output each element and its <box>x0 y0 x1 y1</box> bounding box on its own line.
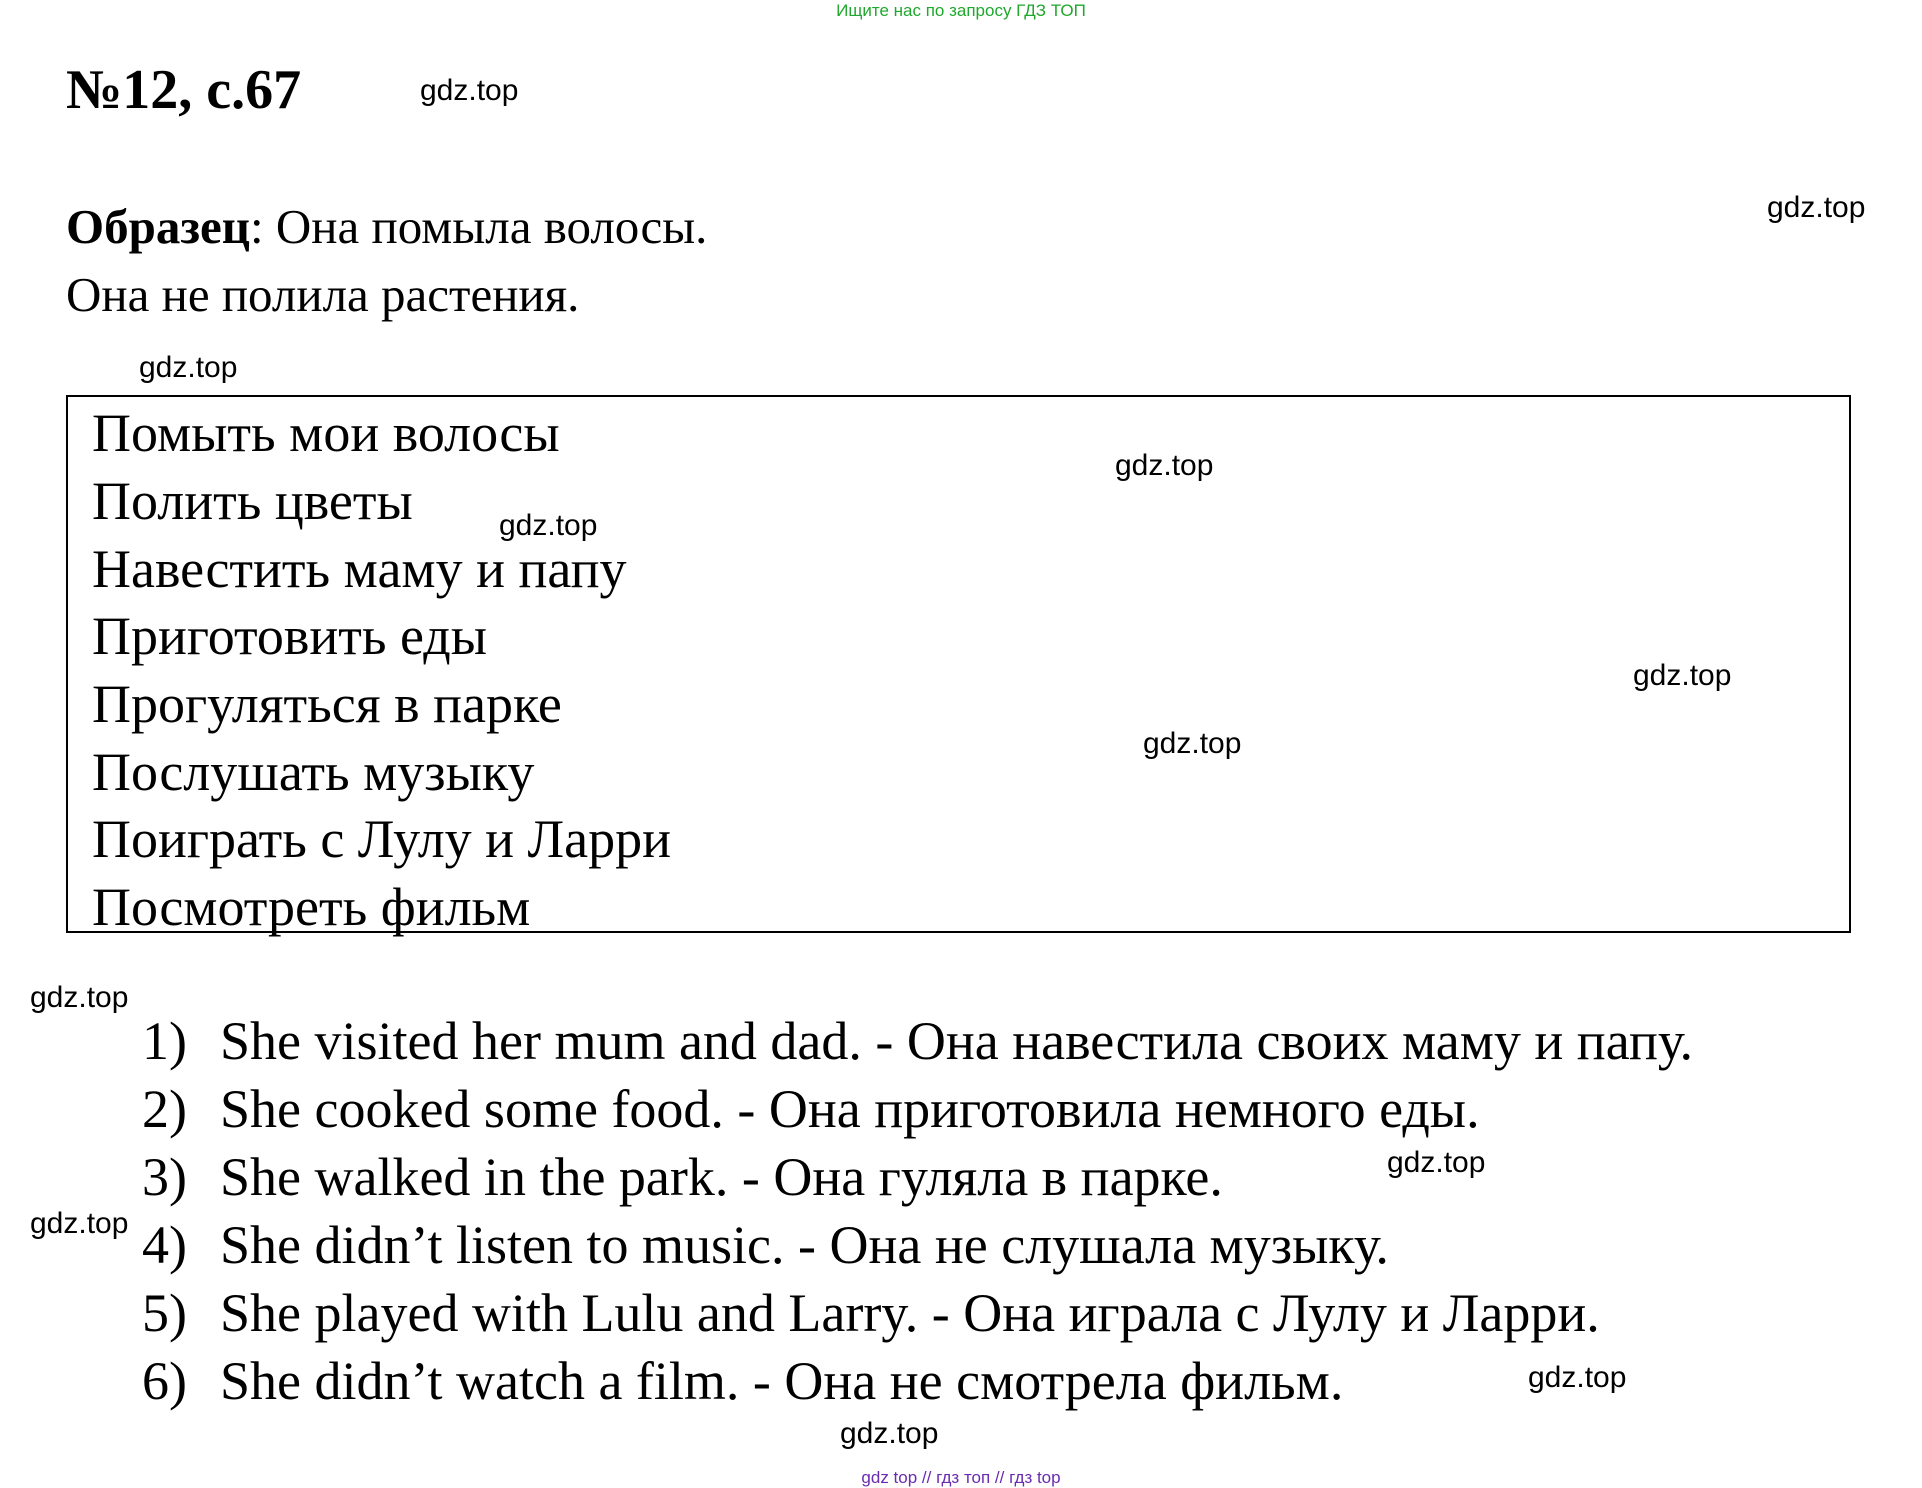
sample-text: : Она помыла волосы. <box>250 199 708 254</box>
watermark: gdz.top <box>30 1207 129 1240</box>
answer-item <box>142 1350 1343 1412</box>
answer-item <box>142 1078 1480 1140</box>
watermark: gdz.top <box>1143 727 1242 760</box>
top-banner: Ищите нас по запросу ГДЗ ТОП <box>836 1 1086 20</box>
answer-number: 4) <box>142 1215 187 1275</box>
watermark: gdz.top <box>1115 449 1214 482</box>
watermark: gdz.top <box>1528 1361 1627 1394</box>
watermark: gdz.top <box>1387 1146 1486 1179</box>
answer-text: She played with Lulu and Larry. - Она играла с Лулу и Ларри. <box>220 1283 1600 1343</box>
answer-number: 3) <box>142 1147 187 1207</box>
answer-text: She cooked some food. - Она приготовила немного еды. <box>220 1079 1480 1139</box>
task-item: Помыть мои волосы <box>92 403 560 463</box>
task-item: Навестить маму и папу <box>92 539 627 599</box>
sample-label: Образец <box>66 199 251 254</box>
watermark: gdz.top <box>1767 191 1866 224</box>
task-item: Поиграть с Лулу и Ларри <box>92 809 672 869</box>
answer-number: 5) <box>142 1283 187 1343</box>
answer-item <box>142 1282 1600 1344</box>
task-item: Приготовить еды <box>92 606 488 666</box>
answer-item <box>142 1146 1223 1208</box>
answer-number: 1) <box>142 1011 187 1071</box>
task-box <box>66 395 1851 937</box>
page-title: №12, с.67 <box>66 59 302 121</box>
watermark: gdz.top <box>420 74 519 107</box>
answer-number: 2) <box>142 1079 187 1139</box>
watermark: gdz.top <box>840 1417 939 1450</box>
watermark: gdz.top <box>499 509 598 542</box>
sample-line-1 <box>66 198 707 255</box>
answer-text: She didn’t listen to music. - Она не слушала музыку. <box>220 1215 1389 1275</box>
answer-item <box>142 1214 1389 1276</box>
task-item: Посмотреть фильм <box>92 877 531 937</box>
answer-text: She didn’t watch a film. - Она не смотрела фильм. <box>220 1351 1344 1411</box>
task-item: Прогуляться в парке <box>92 674 562 734</box>
task-item: Послушать музыку <box>92 742 535 802</box>
answer-text: She walked in the park. - Она гуляла в парке. <box>220 1147 1223 1207</box>
watermark: gdz.top <box>139 351 238 384</box>
answer-number: 6) <box>142 1351 187 1411</box>
task-item: Полить цветы <box>92 471 413 531</box>
answer-text: She visited her mum and dad. - Она навестила своих маму и папу. <box>220 1011 1693 1071</box>
watermark: gdz.top <box>30 981 129 1014</box>
answer-item <box>142 1010 1693 1072</box>
footer-links: gdz top // гдз топ // гдз top <box>861 1468 1061 1487</box>
sample-line-2: Она не полила растения. <box>66 267 580 322</box>
watermark: gdz.top <box>1633 659 1732 692</box>
